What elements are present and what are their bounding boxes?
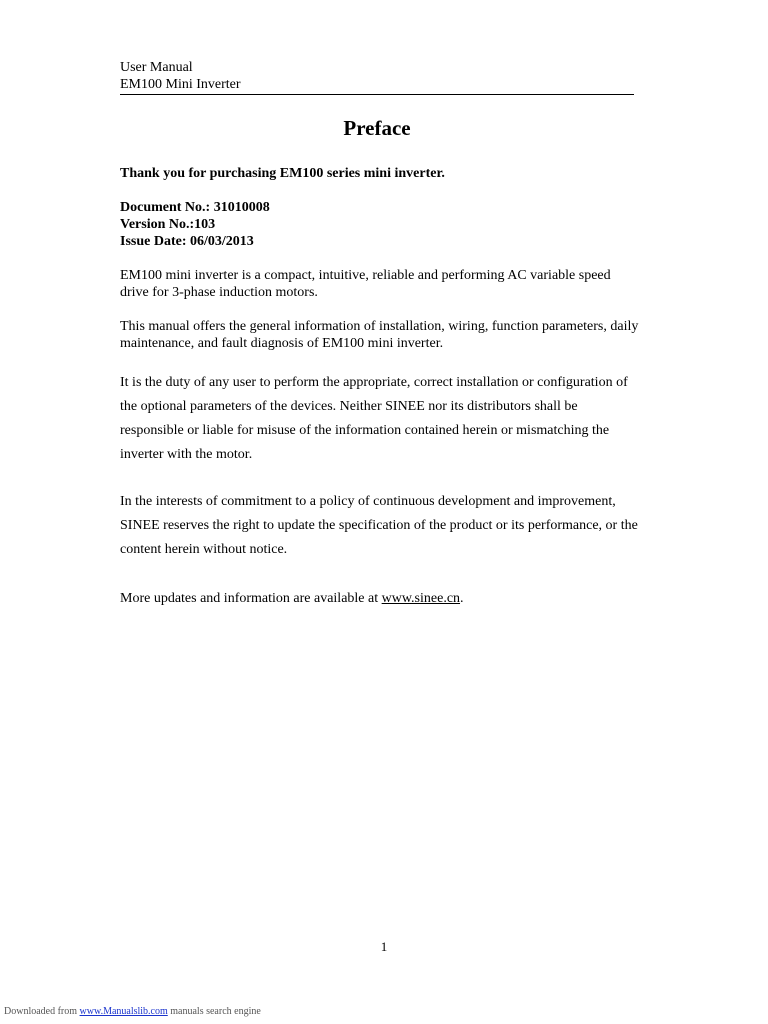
- footer-prefix: Downloaded from: [4, 1006, 80, 1017]
- header-manual-label: User Manual: [120, 60, 193, 75]
- manual-scope-paragraph: This manual offers the general information of installation, wiring, function parameters, daily maintenance, and fault diagnosis of EM100 mini inverter.: [120, 319, 639, 351]
- document-number: Document No.: 31010008: [120, 200, 270, 215]
- running-header: [120, 59, 634, 95]
- issue-date: Issue Date: 06/03/2013: [120, 234, 254, 249]
- intro-paragraph: EM100 mini inverter is a compact, intuitive, reliable and performing AC variable speed drive for 3-phase induction motors.: [120, 268, 611, 300]
- updates-policy-paragraph: In the interests of commitment to a policy of continuous development and improvement, SINEE reserves the right to update the specification of the product or its performance, or the content herein without notice.: [120, 494, 638, 557]
- sinee-website-link[interactable]: www.sinee.cn: [381, 591, 461, 606]
- page-title: Preface: [343, 116, 411, 140]
- version-number: Version No.:103: [120, 217, 216, 232]
- download-footer: [4, 1006, 261, 1017]
- thanks-line: Thank you for purchasing EM100 series mini inverter.: [120, 166, 445, 181]
- manualslib-link[interactable]: www.Manualslib.com: [79, 1006, 168, 1017]
- more-info-text: More updates and information are available at: [120, 591, 382, 606]
- header-product-label: EM100 Mini Inverter: [120, 77, 241, 92]
- more-info-paragraph: [120, 590, 640, 607]
- user-duty-paragraph: It is the duty of any user to perform the appropriate, correct installation or configuration of the optional parameters of the devices. Neither SINEE nor its distributors shall be responsible or liable for misuse of the information contained herein or mismatching the inverter with the motor.: [120, 375, 628, 462]
- footer-suffix: manuals search engine: [167, 1006, 261, 1017]
- page-number: 1: [380, 939, 388, 954]
- document-info: [120, 199, 640, 250]
- more-info-period: .: [460, 591, 464, 606]
